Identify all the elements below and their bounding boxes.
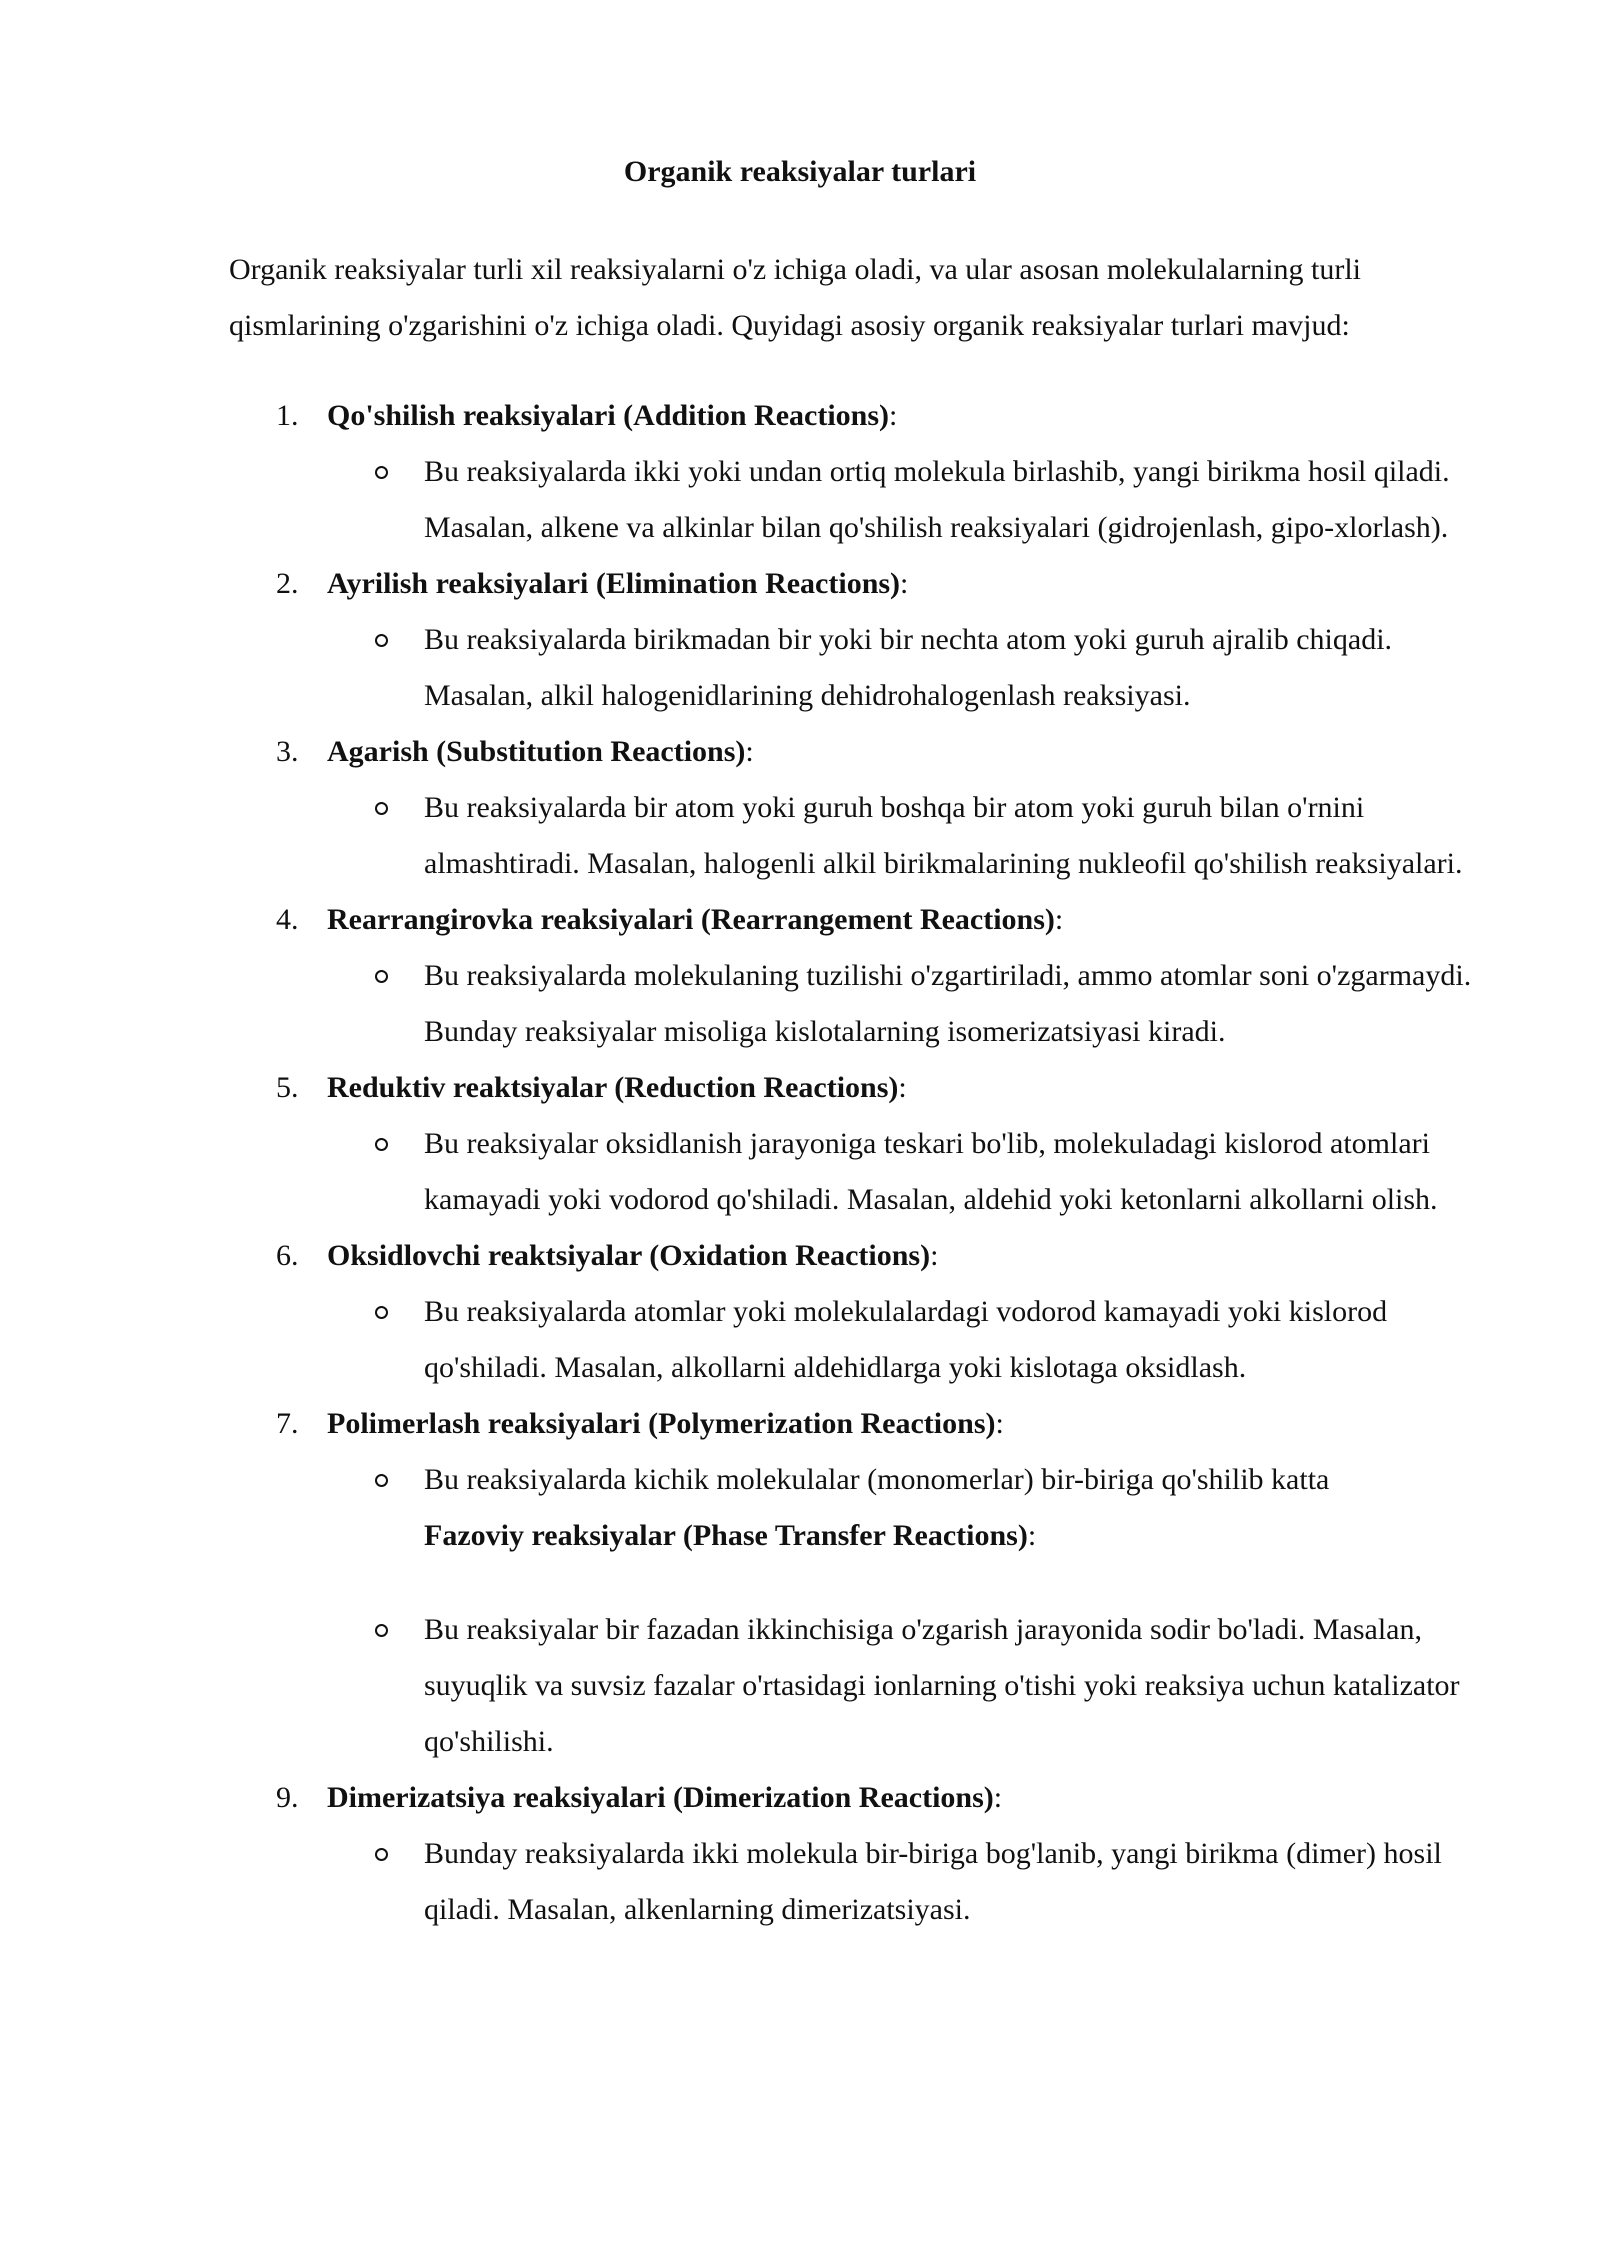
circle-bullet-icon <box>375 1826 388 1884</box>
item-number: 1. <box>276 399 299 432</box>
circle-bullet-icon <box>375 1452 388 1510</box>
circle-bullet-icon <box>375 612 388 670</box>
item-number: 5. <box>276 1071 299 1104</box>
item-number: 9. <box>276 1781 299 1814</box>
list-item <box>0 388 1600 556</box>
item-description: Bu reaksiyalar oksidlanish jarayoniga teskari bo'lib, molekuladagi kislorod atomlari kamayadi yoki vodorod qo'shiladi. Masalan, aldehid yoki ketonlarni alkollarni olish. <box>424 1116 1484 1228</box>
circle-bullet-icon <box>375 948 388 1006</box>
list-item <box>0 556 1600 724</box>
item-number: 6. <box>276 1239 299 1272</box>
item-heading: Qo'shilish reaksiyalari (Addition Reactions): <box>327 399 898 432</box>
item-heading: Agarish (Substitution Reactions): <box>327 735 754 768</box>
circle-bullet-icon <box>375 1116 388 1174</box>
item-number: 7. <box>276 1407 299 1440</box>
list-item <box>0 892 1600 1060</box>
intro-paragraph: Organik reaksiyalar turli xil reaksiyalarni o'z ichiga oladi, va ular asosan molekulalarning turli qismlarining o'zgarishini o'z ichiga oladi. Quyidagi asosiy organik reaksiyalar turlari mavjud: <box>229 253 1361 342</box>
item-heading: Oksidlovchi reaktsiyalar (Oxidation Reactions): <box>327 1239 939 1272</box>
list-item <box>0 1396 1600 1770</box>
list-item <box>0 1228 1600 1396</box>
item-description: Bu reaksiyalarda bir atom yoki guruh boshqa bir atom yoki guruh bilan o'rnini almashtiradi. Masalan, halogenli alkil birikmalarining nukleofil qo'shilish reaksiyalari. <box>424 780 1484 892</box>
item-number: 4. <box>276 903 299 936</box>
item-description: Bu reaksiyalarda atomlar yoki molekulalardagi vodorod kamayadi yoki kislorod qo'shiladi. Masalan, alkollarni aldehidlarga yoki kislotaga oksidlash. <box>424 1284 1484 1396</box>
item-number: 3. <box>276 735 299 768</box>
inner-heading: Fazoviy reaksiyalar (Phase Transfer Reactions): <box>424 1519 1037 1552</box>
item-description: Bu reaksiyalarda birikmadan bir yoki bir nechta atom yoki guruh ajralib chiqadi. Masalan, alkil halogenidlarining dehidrohalogenlash reaksiyasi. <box>424 612 1484 724</box>
item-heading: Polimerlash reaksiyalari (Polymerization Reactions): <box>327 1407 1004 1440</box>
item-description: Bu reaksiyalar bir fazadan ikkinchisiga o'zgarish jarayonida sodir bo'ladi. Masalan, suyuqlik va suvsiz fazalar o'rtasidagi ionlarning o'tishi yoki reaksiya uchun katalizator qo'shilishi. <box>424 1602 1484 1770</box>
list-item <box>0 1770 1600 1938</box>
item-description: Bu reaksiyalarda kichik molekulalar (monomerlar) bir-biriga qo'shilib katta Fazoviy reaksiyalar (Phase Transfer Reactions): <box>424 1452 1484 1564</box>
item-heading: Ayrilish reaksiyalari (Elimination Reactions): <box>327 567 909 600</box>
circle-bullet-icon <box>375 1602 388 1660</box>
circle-bullet-icon <box>375 1284 388 1342</box>
reaction-types-list <box>0 388 1600 1938</box>
list-item <box>0 1060 1600 1228</box>
item-heading: Rearrangirovka reaksiyalari (Rearrangement Reactions): <box>327 903 1064 936</box>
circle-bullet-icon <box>375 780 388 838</box>
item-description: Bu reaksiyalarda molekulaning tuzilishi o'zgartiriladi, ammo atomlar soni o'zgarmaydi. Bunday reaksiyalar misoliga kislotalarning isomerizatsiyasi kiradi. <box>424 948 1484 1060</box>
circle-bullet-icon <box>375 444 388 502</box>
page-title: Organik reaksiyalar turlari <box>623 155 977 188</box>
item-heading: Reduktiv reaktsiyalar (Reduction Reactions): <box>327 1071 907 1104</box>
item-number: 2. <box>276 567 299 600</box>
item-description: Bu reaksiyalarda ikki yoki undan ortiq molekula birlashib, yangi birikma hosil qiladi. Masalan, alkene va alkinlar bilan qo'shilish reaksiyalari (gidrojenlash, gipo-xlorlash). <box>424 444 1484 556</box>
list-item <box>0 724 1600 892</box>
item-description: Bunday reaksiyalarda ikki molekula bir-biriga bog'lanib, yangi birikma (dimer) hosil qiladi. Masalan, alkenlarning dimerizatsiyasi. <box>424 1826 1484 1938</box>
item-heading: Dimerizatsiya reaksiyalari (Dimerization Reactions): <box>327 1781 1003 1814</box>
